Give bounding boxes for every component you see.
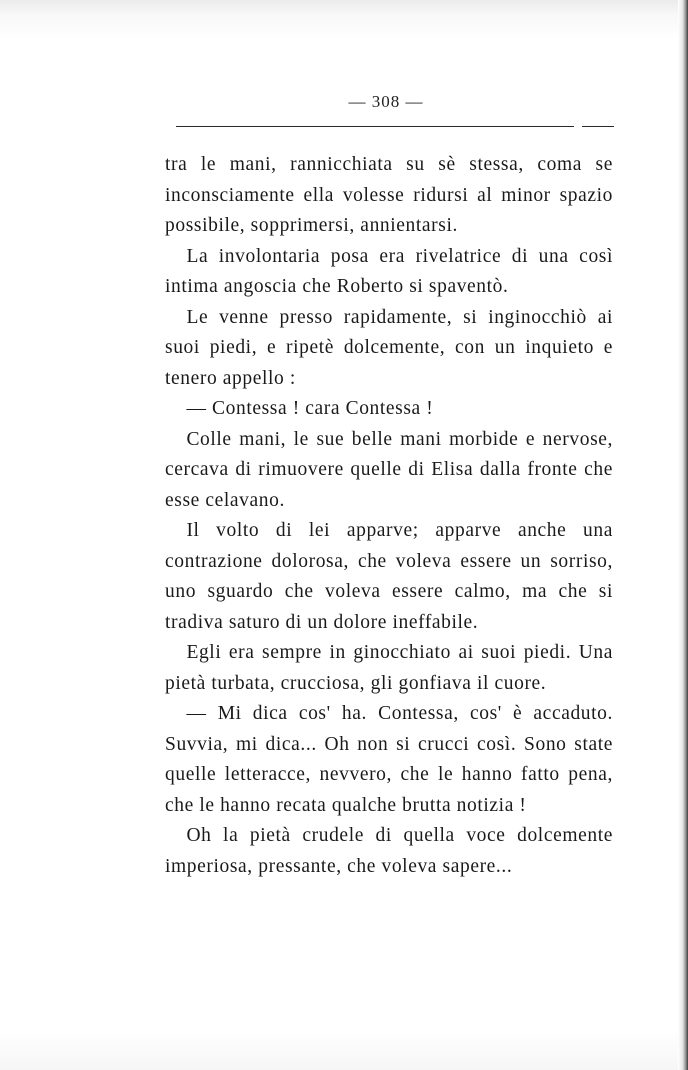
paragraph: Il volto di lei apparve; apparve anche una contrazione dolorosa, che voleva essere un sorriso, uno sguardo che voleva essere calmo, ma che si tradiva saturo di un dolore ineffabile. — [165, 520, 613, 633]
header-rule-short — [582, 126, 614, 127]
paragraph: Oh la pietà crudele di quella voce dolcemente imperiosa, pressante, che voleva sapere... — [165, 825, 613, 877]
paragraph: La involontaria posa era rivelatrice di una così intima angoscia che Roberto si spaventò. — [165, 245, 613, 297]
header-rule — [176, 126, 574, 127]
page-header — [160, 92, 612, 112]
paragraph: Colle mani, le sue belle mani morbide e nervose, cercava di rimuovere quelle di Elisa dalla fronte che esse celavano. — [165, 428, 613, 511]
paragraph: Le venne presso rapidamente, si inginocchiò ai suoi piedi, e ripetè dolcemente, con un inquieto e tenero appello : — [165, 306, 613, 389]
page-number: — 308 — — [348, 92, 424, 111]
body-text — [165, 150, 613, 882]
paragraph: tra le mani, rannicchiata su sè stessa, coma se inconsciamente ella volesse ridursi al minor spazio possibile, sopprimersi, annientarsi. — [165, 154, 613, 236]
dialogue-line: — Contessa ! cara Contessa ! — [186, 398, 434, 419]
dialogue-line: — Mi dica cos' ha. Contessa, cos' è accaduto. Suvvia, mi dica... Oh non si crucci così. Sono state quelle letteracce, nevvero, che le hanno fatto pena, che le hanno recata qualche brutta notizia ! — [165, 703, 613, 816]
paragraph: Egli era sempre in ginocchiato ai suoi piedi. Una pietà turbata, crucciosa, gli gonfiava il cuore. — [165, 642, 613, 694]
scan-top-shadow — [0, 0, 688, 14]
page-edge-shadow — [678, 0, 688, 1070]
